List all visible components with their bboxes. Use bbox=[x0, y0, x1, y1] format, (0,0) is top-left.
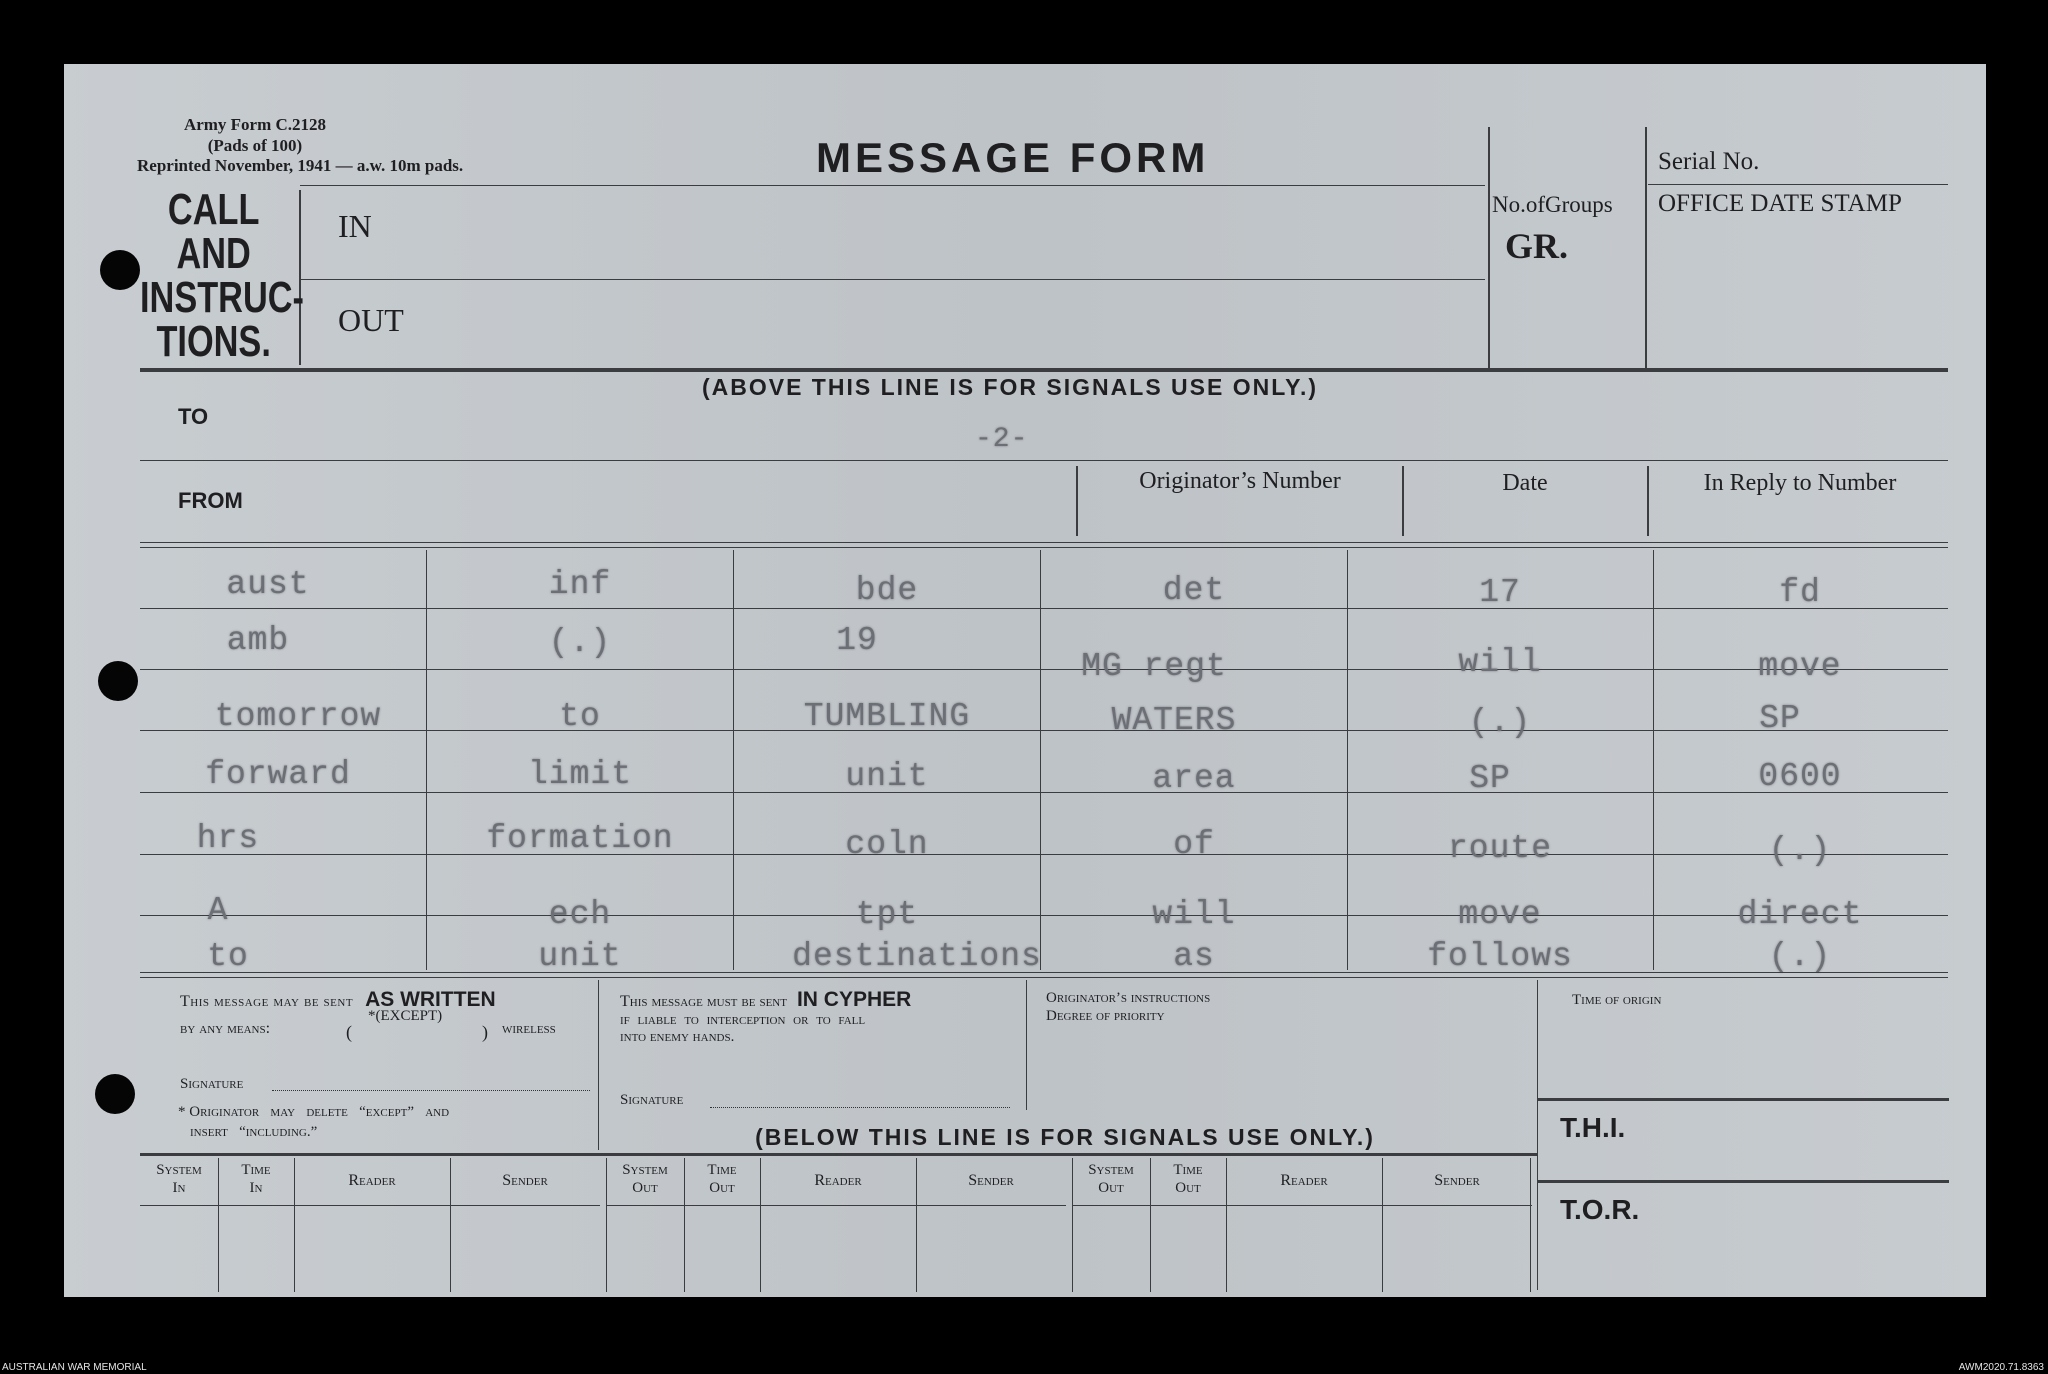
signature-label-1: Signature bbox=[180, 1076, 244, 1092]
punch-hole-bottom bbox=[95, 1074, 135, 1114]
message-word: A bbox=[207, 892, 229, 929]
no-of-groups-label: No.ofGroups bbox=[1492, 192, 1613, 217]
message-word: amb bbox=[226, 622, 290, 659]
message-word: aust bbox=[226, 566, 310, 603]
to-label: TO bbox=[178, 404, 209, 429]
degree-of-priority-label: Degree of priority bbox=[1046, 1008, 1165, 1024]
in-label: IN bbox=[338, 208, 372, 244]
time-of-origin-label: Time of origin bbox=[1572, 992, 1662, 1008]
reader-label: Reader bbox=[348, 1172, 396, 1189]
by-any-means: by any means: bbox=[180, 1020, 271, 1037]
system-label: System bbox=[156, 1162, 202, 1178]
groups-gr-label: GR. bbox=[1505, 226, 1568, 266]
signals-below-note: (BELOW THIS LINE IS FOR SIGNALS USE ONLY.) bbox=[755, 1124, 1375, 1150]
message-word: to bbox=[559, 698, 601, 735]
message-word: SP bbox=[1469, 760, 1511, 797]
message-word: forward bbox=[205, 756, 351, 793]
system-label-sub: In bbox=[172, 1180, 186, 1196]
tor-label: T.O.R. bbox=[1560, 1194, 1640, 1225]
message-word: follows bbox=[1427, 938, 1573, 975]
message-word: MG regt bbox=[1081, 648, 1227, 685]
call-and-instructions-block bbox=[138, 185, 308, 366]
message-word: SP bbox=[1759, 700, 1801, 737]
message-word: coln bbox=[845, 826, 929, 863]
time-label-sub: Out bbox=[1175, 1180, 1201, 1196]
message-word: formation bbox=[486, 820, 674, 857]
message-word: (.) bbox=[548, 624, 612, 661]
office-date-stamp-label: OFFICE DATE STAMP bbox=[1658, 190, 1902, 217]
message-word: (.) bbox=[1768, 938, 1832, 975]
cypher-line-3: into enemy hands. bbox=[620, 1029, 735, 1045]
system-label-sub: Out bbox=[1098, 1180, 1124, 1196]
reprint-note: Reprinted November, 1941 — a.w. 10m pads. bbox=[137, 156, 464, 175]
to-value: -2- bbox=[975, 424, 1029, 455]
caption-right: AWM2020.71.8363 bbox=[1958, 1362, 2044, 1373]
time-label: Time bbox=[707, 1162, 737, 1178]
sender-label: Sender bbox=[1434, 1172, 1480, 1189]
caption-left: AUSTRALIAN WAR MEMORIAL bbox=[2, 1362, 147, 1373]
call-label-3: INSTRUC- bbox=[140, 273, 304, 322]
wireless-label: wireless bbox=[502, 1020, 556, 1037]
form-number: Army Form C.2128 bbox=[183, 115, 327, 134]
originator-note-2: insert “including.” bbox=[190, 1124, 318, 1140]
message-word: 17 bbox=[1479, 574, 1521, 611]
message-word: hrs bbox=[196, 820, 260, 857]
cypher-line-2: if liable to interception or to fall bbox=[620, 1012, 866, 1028]
date-label: Date bbox=[1502, 470, 1548, 496]
message-word: destinations bbox=[792, 938, 1042, 975]
out-label: OUT bbox=[338, 302, 404, 338]
thi-label: T.H.I. bbox=[1560, 1112, 1626, 1143]
message-word: limit bbox=[527, 756, 633, 793]
punch-hole-middle bbox=[98, 661, 138, 701]
message-word: WATERS bbox=[1111, 702, 1237, 739]
paren-close: ) bbox=[482, 1022, 488, 1042]
message-word: ech bbox=[548, 896, 612, 933]
time-label-sub: Out bbox=[709, 1180, 735, 1196]
as-written-prefix: This message may be sent bbox=[180, 993, 354, 1010]
call-label-2: AND bbox=[176, 229, 251, 278]
message-word: tpt bbox=[855, 896, 919, 933]
paren-open: ( bbox=[346, 1022, 352, 1042]
sender-label: Sender bbox=[502, 1172, 548, 1189]
as-written-block bbox=[180, 988, 600, 1042]
message-word: move bbox=[1458, 896, 1542, 933]
reader-label: Reader bbox=[814, 1172, 862, 1189]
system-label-sub: Out bbox=[632, 1180, 658, 1196]
message-word: route bbox=[1447, 830, 1553, 867]
cypher-prefix: This message must be sent bbox=[620, 993, 787, 1010]
message-word: to bbox=[207, 938, 249, 975]
message-word: inf bbox=[548, 566, 612, 603]
time-label: Time bbox=[241, 1162, 271, 1178]
originator-instructions-label: Originator’s instructions bbox=[1046, 990, 1211, 1006]
from-label: FROM bbox=[178, 488, 243, 513]
message-word: of bbox=[1173, 826, 1215, 863]
message-word: fd bbox=[1779, 574, 1821, 611]
sender-label: Sender bbox=[968, 1172, 1014, 1189]
as-written-label: AS WRITTEN bbox=[365, 988, 496, 1011]
originator-number-label: Originator’s Number bbox=[1139, 468, 1341, 494]
system-label: System bbox=[1088, 1162, 1134, 1178]
message-word: bde bbox=[855, 572, 919, 609]
in-cypher-block bbox=[620, 988, 1020, 1046]
form-title: MESSAGE FORM bbox=[816, 134, 1210, 181]
in-cypher-label: IN CYPHER bbox=[796, 988, 912, 1011]
message-word: unit bbox=[845, 758, 929, 795]
message-word: as bbox=[1173, 938, 1215, 975]
message-word: direct bbox=[1737, 896, 1863, 933]
serial-number-label: Serial No. bbox=[1658, 148, 1760, 175]
call-label-1: CALL bbox=[167, 185, 260, 234]
message-word: area bbox=[1152, 760, 1236, 797]
message-word: (.) bbox=[1768, 832, 1832, 869]
message-word: (.) bbox=[1468, 704, 1532, 741]
punch-hole-top bbox=[100, 250, 140, 290]
message-word: move bbox=[1758, 648, 1842, 685]
originator-note-1: * Originator may delete “except” and bbox=[178, 1104, 450, 1120]
message-word: unit bbox=[538, 938, 622, 975]
message-word: 19 bbox=[836, 622, 878, 659]
message-word: det bbox=[1162, 572, 1226, 609]
except-label: *(EXCEPT) bbox=[368, 1008, 443, 1024]
reader-label: Reader bbox=[1280, 1172, 1328, 1189]
message-word: tomorrow bbox=[214, 698, 382, 735]
call-label-4: TIONS. bbox=[156, 317, 271, 366]
time-label: Time bbox=[1173, 1162, 1203, 1178]
signature-label-2: Signature bbox=[620, 1092, 684, 1108]
message-word: will bbox=[1458, 644, 1542, 681]
signals-above-note: (ABOVE THIS LINE IS FOR SIGNALS USE ONLY.) bbox=[701, 374, 1319, 400]
message-word: will bbox=[1152, 896, 1236, 933]
message-word: 0600 bbox=[1758, 758, 1842, 795]
system-label: System bbox=[622, 1162, 668, 1178]
time-label-sub: In bbox=[249, 1180, 263, 1196]
in-reply-label: In Reply to Number bbox=[1703, 470, 1897, 496]
message-word: TUMBLING bbox=[803, 698, 971, 735]
pads-note: (Pads of 100) bbox=[207, 136, 303, 155]
